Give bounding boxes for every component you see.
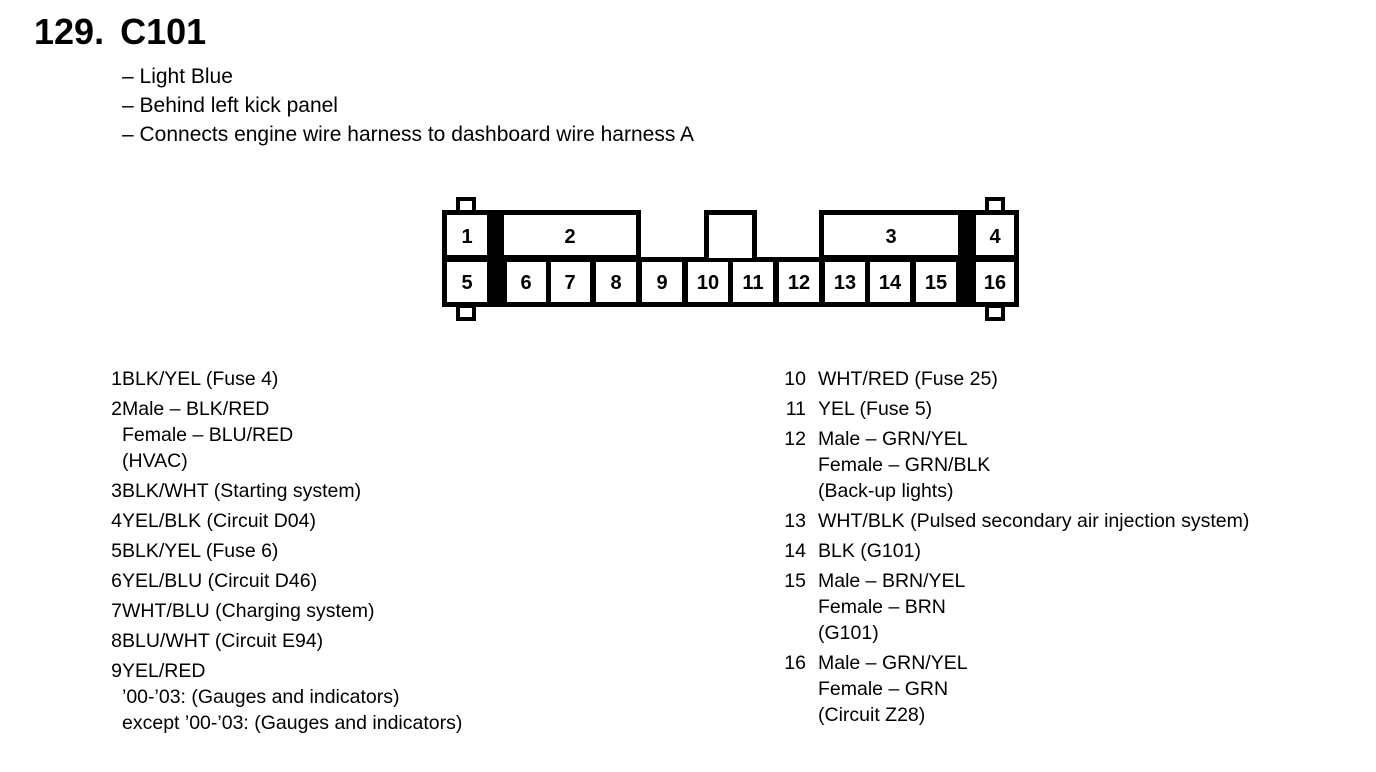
pin-number: 4 <box>111 510 122 532</box>
cavity-label-3: 3 <box>885 226 897 248</box>
pin-description-line: (G101) <box>818 622 879 644</box>
pin-description-line: WHT/BLU (Charging system) <box>122 600 375 622</box>
pin-entry-14 <box>776 538 1249 564</box>
pin-description-line: Female – GRN <box>818 678 949 700</box>
pin-entry-3 <box>90 478 462 504</box>
cavities-top-row <box>447 215 1014 258</box>
cavity-label-13: 13 <box>833 272 857 294</box>
cavity-label-11: 11 <box>742 272 764 294</box>
pin-number: 1 <box>111 368 122 390</box>
pin-description-line: YEL/BLK (Circuit D04) <box>122 510 316 532</box>
pin-description <box>122 568 317 594</box>
pin-entry-13 <box>776 508 1249 534</box>
pin-description-line: BLK (G101) <box>818 540 921 562</box>
pin-description <box>818 538 921 564</box>
pin-entry-7 <box>90 598 462 624</box>
pin-number: 2 <box>111 398 122 420</box>
pin-description <box>122 628 323 654</box>
cavity-label-7: 7 <box>564 272 576 294</box>
pin-number: 7 <box>111 600 122 622</box>
pin-entry-8 <box>90 628 462 654</box>
pin-entry-2 <box>90 396 462 474</box>
pin-description <box>122 396 293 474</box>
connector-location: – Behind left kick panel <box>122 94 338 117</box>
pin-description <box>818 366 998 392</box>
cavity-label-14: 14 <box>878 272 902 294</box>
pin-description-line: BLK/YEL (Fuse 4) <box>122 368 279 390</box>
pin-entry-16 <box>776 650 1249 728</box>
cavity-label-1: 1 <box>461 226 473 248</box>
pin-number: 6 <box>111 570 122 592</box>
pin-description <box>818 650 968 728</box>
pin-description-line: YEL/BLU (Circuit D46) <box>122 570 318 592</box>
cavity-label-16: 16 <box>983 272 1007 294</box>
pin-entry-11 <box>776 396 1249 422</box>
pin-entry-12 <box>776 426 1249 504</box>
pin-number: 13 <box>784 510 806 532</box>
pin-description <box>122 508 316 534</box>
cavity-label-12: 12 <box>787 272 811 294</box>
pin-description-line: ’00-’03: (Gauges and indicators) <box>122 686 400 708</box>
pin-entry-1 <box>90 366 462 392</box>
pin-description <box>122 538 278 564</box>
pin-number: 10 <box>784 368 806 390</box>
cavity-label-4: 4 <box>989 226 1001 248</box>
cavity-label-5: 5 <box>461 272 473 294</box>
cavity-label-15: 15 <box>924 272 948 294</box>
cavity-label-9: 9 <box>656 272 668 294</box>
pin-number: 9 <box>111 660 122 682</box>
pin-description-line: (Back-up lights) <box>818 480 954 502</box>
pin-number: 12 <box>784 428 806 450</box>
connector-function: – Connects engine wire harness to dashboard wire harness A <box>122 123 695 146</box>
pin-description <box>122 598 374 624</box>
cavity-label-10: 10 <box>696 272 720 294</box>
pin-description-line: WHT/RED (Fuse 25) <box>818 368 998 390</box>
pin-entry-10 <box>776 366 1249 392</box>
pin-entry-4 <box>90 508 462 534</box>
connector-color: – Light Blue <box>122 65 233 88</box>
pin-description-line: Male – GRN/YEL <box>818 428 968 450</box>
cavity-label-2: 2 <box>564 226 576 248</box>
pin-description-line: BLK/WHT (Starting system) <box>122 480 362 502</box>
pin-description-line: BLU/WHT (Circuit E94) <box>122 630 324 652</box>
pin-number: 14 <box>784 540 806 562</box>
pin-description <box>122 478 361 504</box>
pin-entry-6 <box>90 568 462 594</box>
latch-tab-bottom-left <box>458 306 474 319</box>
center-key-slot <box>709 215 752 258</box>
pin-description <box>818 568 965 646</box>
pin-description-line: Female – BRN <box>818 596 946 618</box>
pin-entry-15 <box>776 568 1249 646</box>
connector-id: C101 <box>120 11 207 52</box>
pin-description-line: YEL/RED <box>122 660 206 682</box>
pin-number: 3 <box>111 480 122 502</box>
pin-description-line: YEL (Fuse 5) <box>818 398 933 420</box>
pin-description-line: BLK/YEL (Fuse 6) <box>122 540 279 562</box>
pin-description-line: except ’00-’03: (Gauges and indicators) <box>122 712 463 734</box>
pin-entry-9 <box>90 658 462 736</box>
pin-list-left <box>90 366 462 740</box>
pin-list-right <box>776 366 1249 732</box>
pin-description-line: WHT/BLK (Pulsed secondary air injection system) <box>818 510 1250 532</box>
pin-description-line: Male – BRN/YEL <box>818 570 966 592</box>
pin-description <box>818 508 1249 534</box>
pin-description <box>122 366 278 392</box>
pin-description <box>818 396 932 422</box>
pin-description-line: (HVAC) <box>122 450 188 472</box>
pin-description <box>818 426 990 504</box>
cavity-label-8: 8 <box>610 272 622 294</box>
pin-number: 16 <box>784 652 806 674</box>
pin-number: 8 <box>111 630 122 652</box>
pin-description-line: Male – GRN/YEL <box>818 652 968 674</box>
pin-entry-5 <box>90 538 462 564</box>
latch-tab-bottom-right <box>987 306 1003 319</box>
pin-description-line: Female – GRN/BLK <box>818 454 991 476</box>
pin-description-line: Male – BLK/RED <box>122 398 270 420</box>
pin-description-line: Female – BLU/RED <box>122 424 294 446</box>
pin-description-line: (Circuit Z28) <box>818 704 926 726</box>
cavity-label-6: 6 <box>520 272 532 294</box>
pin-number: 15 <box>784 570 806 592</box>
pin-description <box>122 658 462 736</box>
pin-number: 5 <box>111 540 122 562</box>
connector-number: 129. <box>34 11 105 52</box>
pin-number: 11 <box>785 398 806 420</box>
